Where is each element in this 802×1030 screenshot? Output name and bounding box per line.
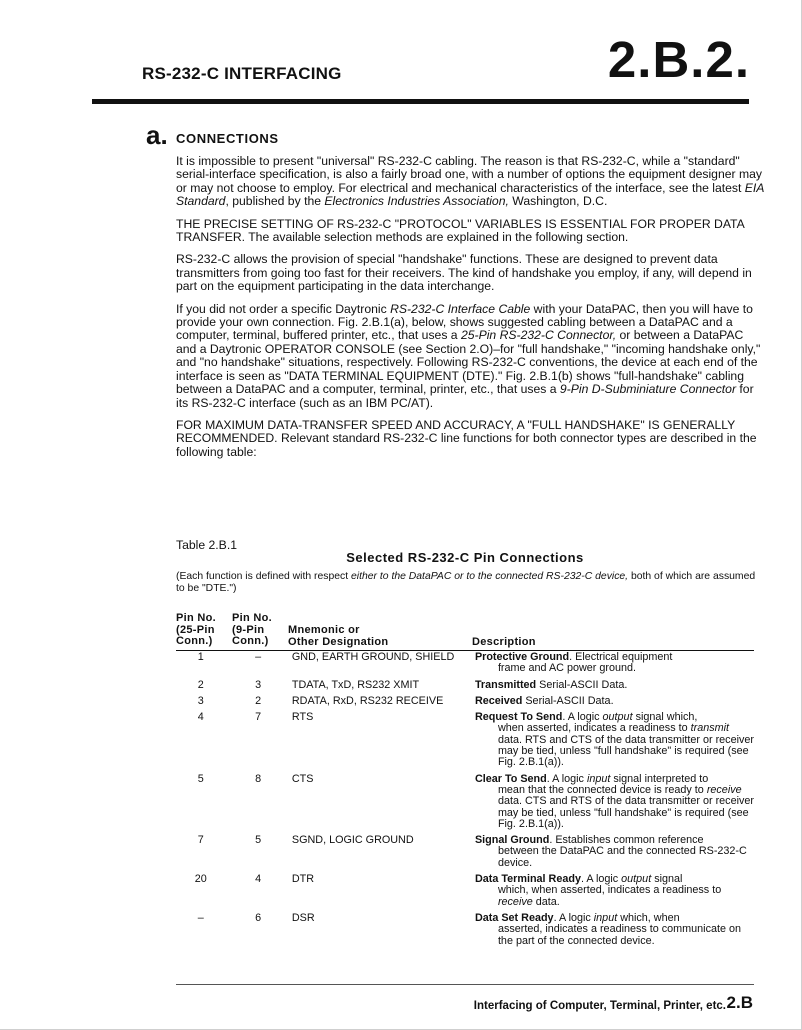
- description-continuation: [475, 885, 754, 908]
- text-run: If you did not order a specific Daytronic: [176, 301, 391, 316]
- table-row: [176, 652, 754, 675]
- text-run: frame and AC power ground.: [497, 662, 636, 675]
- table-bottom-rule: [176, 984, 754, 985]
- text-run: asserted, indicates a readiness to communicate on the part of the connected device.: [497, 923, 741, 947]
- cell-description: [475, 913, 754, 947]
- description-continuation: [475, 785, 754, 830]
- italic-text: Electronics Industries Association,: [324, 194, 509, 209]
- text-run: . A logic: [580, 873, 622, 886]
- text-run: , published by the: [225, 194, 325, 209]
- table-row: [176, 874, 754, 908]
- text-run: . A logic: [546, 772, 587, 785]
- cell-mnemonic: TDATA, TxD, RS232 XMIT: [291, 678, 420, 691]
- signal-name: Received: [474, 694, 523, 707]
- description-first-line: [475, 696, 754, 707]
- paragraph: [176, 218, 764, 245]
- italic-text: 25-Pin RS-232-C Connector,: [460, 328, 617, 343]
- cell-pin-25: 7: [197, 834, 204, 847]
- italic-text: EIA Standard: [176, 180, 764, 209]
- cell-description: [475, 712, 754, 768]
- table-row: [176, 696, 754, 707]
- table-row: [176, 680, 754, 691]
- cell-description: [475, 774, 754, 830]
- description-continuation: [475, 663, 754, 674]
- text-run: . Establishes common reference: [549, 834, 704, 847]
- cell-pin-25: 4: [197, 711, 204, 724]
- header-pin-25: [176, 613, 231, 648]
- body-text: [176, 155, 764, 468]
- text-run: Serial-ASCII Data.: [522, 694, 614, 707]
- signal-name: Protective Ground: [474, 651, 570, 663]
- cell-pin-25: 20: [194, 873, 207, 886]
- paragraph: [176, 155, 764, 209]
- text-run: . Electrical equipment: [569, 651, 673, 663]
- text-run: which, when asserted, indicates a readiness to: [497, 884, 722, 897]
- cell-pin-9: 6: [255, 911, 262, 924]
- italic-text: 9-Pin D-Subminiature Connector: [559, 382, 737, 397]
- text-run: signal which,: [632, 711, 698, 724]
- pin-connections-table: [176, 612, 754, 952]
- text-run: (Each function is defined with respect: [176, 571, 352, 582]
- section-number: 2.B.2.: [607, 31, 750, 88]
- header-line: Pin No.: [176, 612, 216, 624]
- footer-text: Interfacing of Computer, Terminal, Printer, etc.: [473, 1000, 726, 1012]
- header-mnemonic: [288, 625, 468, 648]
- cell-description: [475, 874, 754, 908]
- section-letter: a.: [146, 120, 168, 150]
- cell-mnemonic: GND, EARTH GROUND, SHIELD: [291, 651, 455, 663]
- table-row: [176, 913, 754, 947]
- text-run: with your DataPAC, then you will have to provide your own connection. Fig. 2.B.1(a), below, shows suggested cabling between a DataPAC and a computer, terminal, buffered printer, etc., that uses a: [176, 301, 753, 343]
- header-line: Conn.): [176, 635, 213, 647]
- header-line: (9-Pin: [232, 623, 265, 636]
- table-row: [176, 712, 754, 768]
- text-run: which, when: [617, 911, 680, 924]
- signal-name: Clear To Send: [474, 772, 547, 785]
- section-title: CONNECTIONS: [176, 131, 279, 146]
- header-rule: [92, 99, 749, 104]
- text-run: RS-232-C allows the provision of special "handshake" functions. These are designed to prevent data transmitters from going too fast for their receivers. The kind of handshake you employ, if any, will depend in part on the equipment participating in the data interchange.: [176, 252, 752, 294]
- cell-pin-25: 5: [197, 772, 204, 785]
- italic-text: transmit: [690, 722, 730, 735]
- italic-text: output: [602, 711, 633, 724]
- description-continuation: [475, 924, 754, 947]
- description-continuation: [475, 723, 754, 768]
- cell-mnemonic: RDATA, RxD, RS232 RECEIVE: [291, 694, 444, 707]
- text-run: mean that the connected device is ready to: [497, 783, 707, 796]
- text-run: . A logic: [562, 711, 603, 724]
- footer-number: 2.B: [726, 993, 753, 1012]
- cell-mnemonic: SGND, LOGIC GROUND: [291, 834, 414, 847]
- italic-text: receive: [706, 783, 742, 796]
- header-pin-9: [232, 613, 287, 648]
- header-line: Other Designation: [288, 635, 389, 648]
- signal-name: Data Terminal Ready: [474, 873, 581, 886]
- text-run: both of which are assumed to be "DTE."): [176, 571, 756, 594]
- cell-pin-9: 5: [255, 834, 262, 847]
- cell-mnemonic: DSR: [291, 911, 315, 924]
- italic-text: output: [621, 873, 652, 886]
- text-run: data.: [532, 895, 560, 908]
- cell-description: [475, 696, 754, 707]
- table-note: [176, 571, 756, 595]
- cell-pin-9: 2: [255, 694, 262, 707]
- cell-pin-9: 3: [255, 678, 262, 691]
- table-title: Selected RS-232-C Pin Connections: [346, 550, 584, 565]
- description-continuation: [475, 846, 754, 869]
- header-description: Description: [472, 636, 536, 648]
- text-run: signal interpreted to: [610, 772, 709, 785]
- cell-pin-9: 4: [255, 873, 262, 886]
- cell-description: [475, 835, 754, 869]
- text-run: . A logic: [553, 911, 594, 924]
- signal-name: Data Set Ready: [474, 911, 554, 924]
- text-run: Washington, D.C.: [508, 194, 608, 209]
- signal-name: Signal Ground: [474, 834, 550, 847]
- signal-name: Request To Send: [474, 711, 563, 724]
- table-row: [176, 835, 754, 869]
- paragraph: [176, 253, 764, 293]
- paragraph: [176, 303, 764, 410]
- text-run: when asserted, indicates a readiness to: [497, 722, 691, 735]
- cell-pin-25: –: [197, 911, 204, 924]
- cell-mnemonic: CTS: [291, 772, 314, 785]
- text-run: for its RS-232-C interface (such as an IBM PC/AT).: [176, 382, 754, 410]
- table-body: [176, 652, 754, 947]
- italic-text: RS-232-C Interface Cable: [390, 301, 531, 316]
- table-header: [176, 612, 754, 650]
- cell-description: [475, 680, 754, 691]
- cell-pin-9: 8: [255, 772, 262, 785]
- cell-pin-25: 2: [197, 678, 204, 691]
- text-run: between the DataPAC and the connected RS-232-C device.: [497, 845, 747, 869]
- chapter-title: RS-232-C INTERFACING: [142, 64, 342, 83]
- text-run: signal: [651, 873, 683, 886]
- cell-pin-9: 7: [255, 711, 262, 724]
- paragraph: [176, 419, 764, 459]
- header-line: Mnemonic or: [288, 624, 360, 636]
- cell-pin-9: –: [255, 651, 262, 663]
- text-run: FOR MAXIMUM DATA-TRANSFER SPEED AND ACCURACY, A "FULL HANDSHAKE" IS GENERALLY RECOMMENDED. Relevant standard RS-232-C line functions for both connector types are described in the following table:: [176, 417, 757, 459]
- italic-text: either to the DataPAC or to the connected RS-232-C device,: [351, 571, 629, 582]
- text-run: Serial-ASCII Data.: [536, 678, 628, 691]
- description-first-line: [475, 680, 754, 691]
- italic-text: input: [593, 911, 618, 924]
- italic-text: receive: [497, 895, 533, 908]
- header-line: Conn.): [232, 635, 269, 647]
- text-run: data. RTS and CTS of the data transmitter or receiver may be tied, unless "full handshake" is required (see Fig. 2.B.1(a)).: [497, 733, 754, 769]
- cell-pin-25: 3: [197, 694, 204, 707]
- header-line: (25-Pin: [176, 623, 215, 636]
- text-run: data. CTS and RTS of the data transmitter or receiver may be tied, unless "full handshake" is required (see Fig. 2.B.1(a)).: [497, 795, 754, 830]
- text-run: or between a DataPAC and a Daytronic OPERATOR CONSOLE (see Section 2.O)–for "full handshake," "incoming handshake only," and "no handshake" situations, respectively. Following RS-232-C conventions, the device at each end of the interface is seen as "DATA TERMINAL EQUIPMENT (DTE)." Fig. 2.B.1(b) shows "full-handshake" cabling between a DataPAC and a computer, terminal, printer, etc., that uses a: [176, 328, 761, 397]
- text-run: It is impossible to present "universal" RS-232-C cabling. The reason is that RS-232-C, while a "standard" serial-interface specification, is also a fairly broad one, with a number of options the equipment designer may or may not choose to employ. For electrical and mechanical characteristics of the interface, see the latest: [176, 154, 762, 195]
- table-label: Table 2.B.1: [176, 538, 237, 552]
- cell-pin-25: 1: [197, 651, 204, 663]
- cell-mnemonic: DTR: [291, 873, 315, 886]
- italic-text: input: [586, 772, 611, 785]
- table-row: [176, 774, 754, 830]
- text-run: THE PRECISE SETTING OF RS-232-C "PROTOCOL" VARIABLES IS ESSENTIAL FOR PROPER DATA TRANSFER. The available selection methods are explained in the following section.: [176, 216, 745, 245]
- cell-description: [475, 652, 754, 675]
- header-line: Pin No.: [232, 612, 272, 624]
- signal-name: Transmitted: [474, 678, 537, 691]
- cell-mnemonic: RTS: [291, 711, 314, 724]
